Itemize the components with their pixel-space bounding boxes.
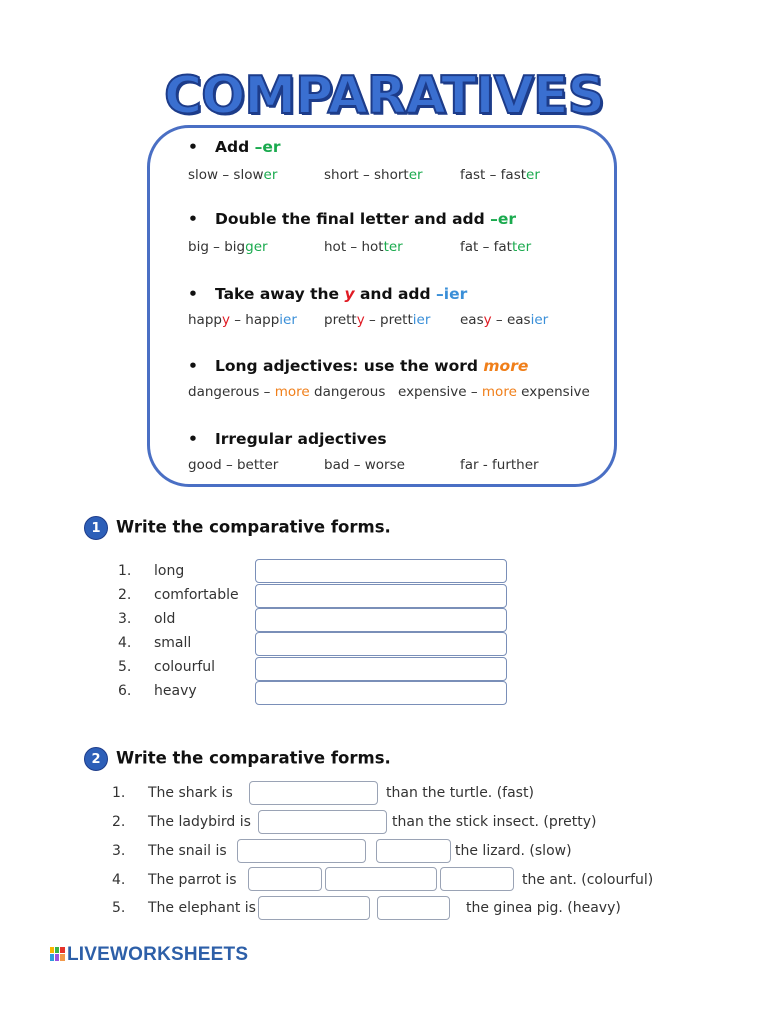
item-number: 1. [112, 785, 126, 801]
rule-heading: • Add –er [188, 138, 281, 156]
rule-heading: • Long adjectives: use the word more [188, 357, 529, 375]
item-number: 1. [118, 563, 132, 579]
brand-logo[interactable]: LIVEWORKSHEETS [50, 944, 248, 966]
rule-heading: • Irregular adjectives [188, 430, 387, 448]
item-number: 4. [118, 635, 132, 651]
sentence-start: The parrot is [148, 872, 237, 888]
rule-heading: • Take away the y and add –ier [188, 285, 468, 303]
exercise-1-title: 1 Write the comparative forms. [84, 516, 391, 540]
exercise-2-title: 2 Write the comparative forms. [84, 747, 391, 771]
answer-input[interactable] [255, 657, 507, 681]
item-word: heavy [154, 683, 197, 699]
rule-example: good – better [188, 457, 279, 473]
answer-blank[interactable] [377, 896, 450, 920]
rule-example: fast – faster [460, 167, 540, 183]
exercise-number-badge: 1 [84, 516, 108, 540]
sentence-end: than the turtle. (fast) [386, 785, 534, 801]
rule-example: easy – easier [460, 312, 549, 328]
rule-example: pretty – prettier [324, 312, 431, 328]
rule-example: slow – slower [188, 167, 278, 183]
item-word: comfortable [154, 587, 239, 603]
sentence-end: the ginea pig. (heavy) [466, 900, 621, 916]
logo-icon [50, 947, 65, 961]
worksheet-title: COMPARATIVES [164, 66, 604, 126]
answer-input[interactable] [255, 632, 507, 656]
sentence-start: The ladybird is [148, 814, 251, 830]
item-number: 6. [118, 683, 132, 699]
answer-blank[interactable] [248, 867, 322, 891]
answer-input[interactable] [255, 584, 507, 608]
rule-heading: • Double the final letter and add –er [188, 210, 517, 228]
sentence-end: the lizard. (slow) [455, 843, 572, 859]
item-number: 3. [112, 843, 126, 859]
answer-blank[interactable] [376, 839, 451, 863]
item-number: 3. [118, 611, 132, 627]
item-word: long [154, 563, 185, 579]
sentence-end: the ant. (colourful) [522, 872, 654, 888]
rule-example: dangerous – more dangerous [188, 384, 386, 400]
item-number: 5. [112, 900, 126, 916]
answer-blank[interactable] [258, 810, 387, 834]
sentence-start: The elephant is [148, 900, 256, 916]
answer-input[interactable] [255, 681, 507, 705]
rule-example: bad – worse [324, 457, 405, 473]
item-word: small [154, 635, 192, 651]
answer-input[interactable] [255, 559, 507, 583]
item-word: colourful [154, 659, 216, 675]
sentence-start: The snail is [148, 843, 227, 859]
answer-input[interactable] [255, 608, 507, 632]
rule-example: big – bigger [188, 239, 268, 255]
answer-blank[interactable] [258, 896, 370, 920]
rule-example: far - further [460, 457, 539, 473]
rule-example: short – shorter [324, 167, 423, 183]
item-number: 2. [118, 587, 132, 603]
answer-blank[interactable] [440, 867, 514, 891]
rule-example: hot – hotter [324, 239, 403, 255]
item-number: 4. [112, 872, 126, 888]
item-number: 2. [112, 814, 126, 830]
sentence-end: than the stick insect. (pretty) [392, 814, 597, 830]
exercise-number-badge: 2 [84, 747, 108, 771]
item-number: 5. [118, 659, 132, 675]
rule-example: happy – happier [188, 312, 297, 328]
answer-blank[interactable] [237, 839, 366, 863]
sentence-start: The shark is [148, 785, 233, 801]
answer-blank[interactable] [325, 867, 437, 891]
item-word: old [154, 611, 176, 627]
rule-example: fat – fatter [460, 239, 532, 255]
rule-example: expensive – more expensive [398, 384, 590, 400]
answer-blank[interactable] [249, 781, 378, 805]
